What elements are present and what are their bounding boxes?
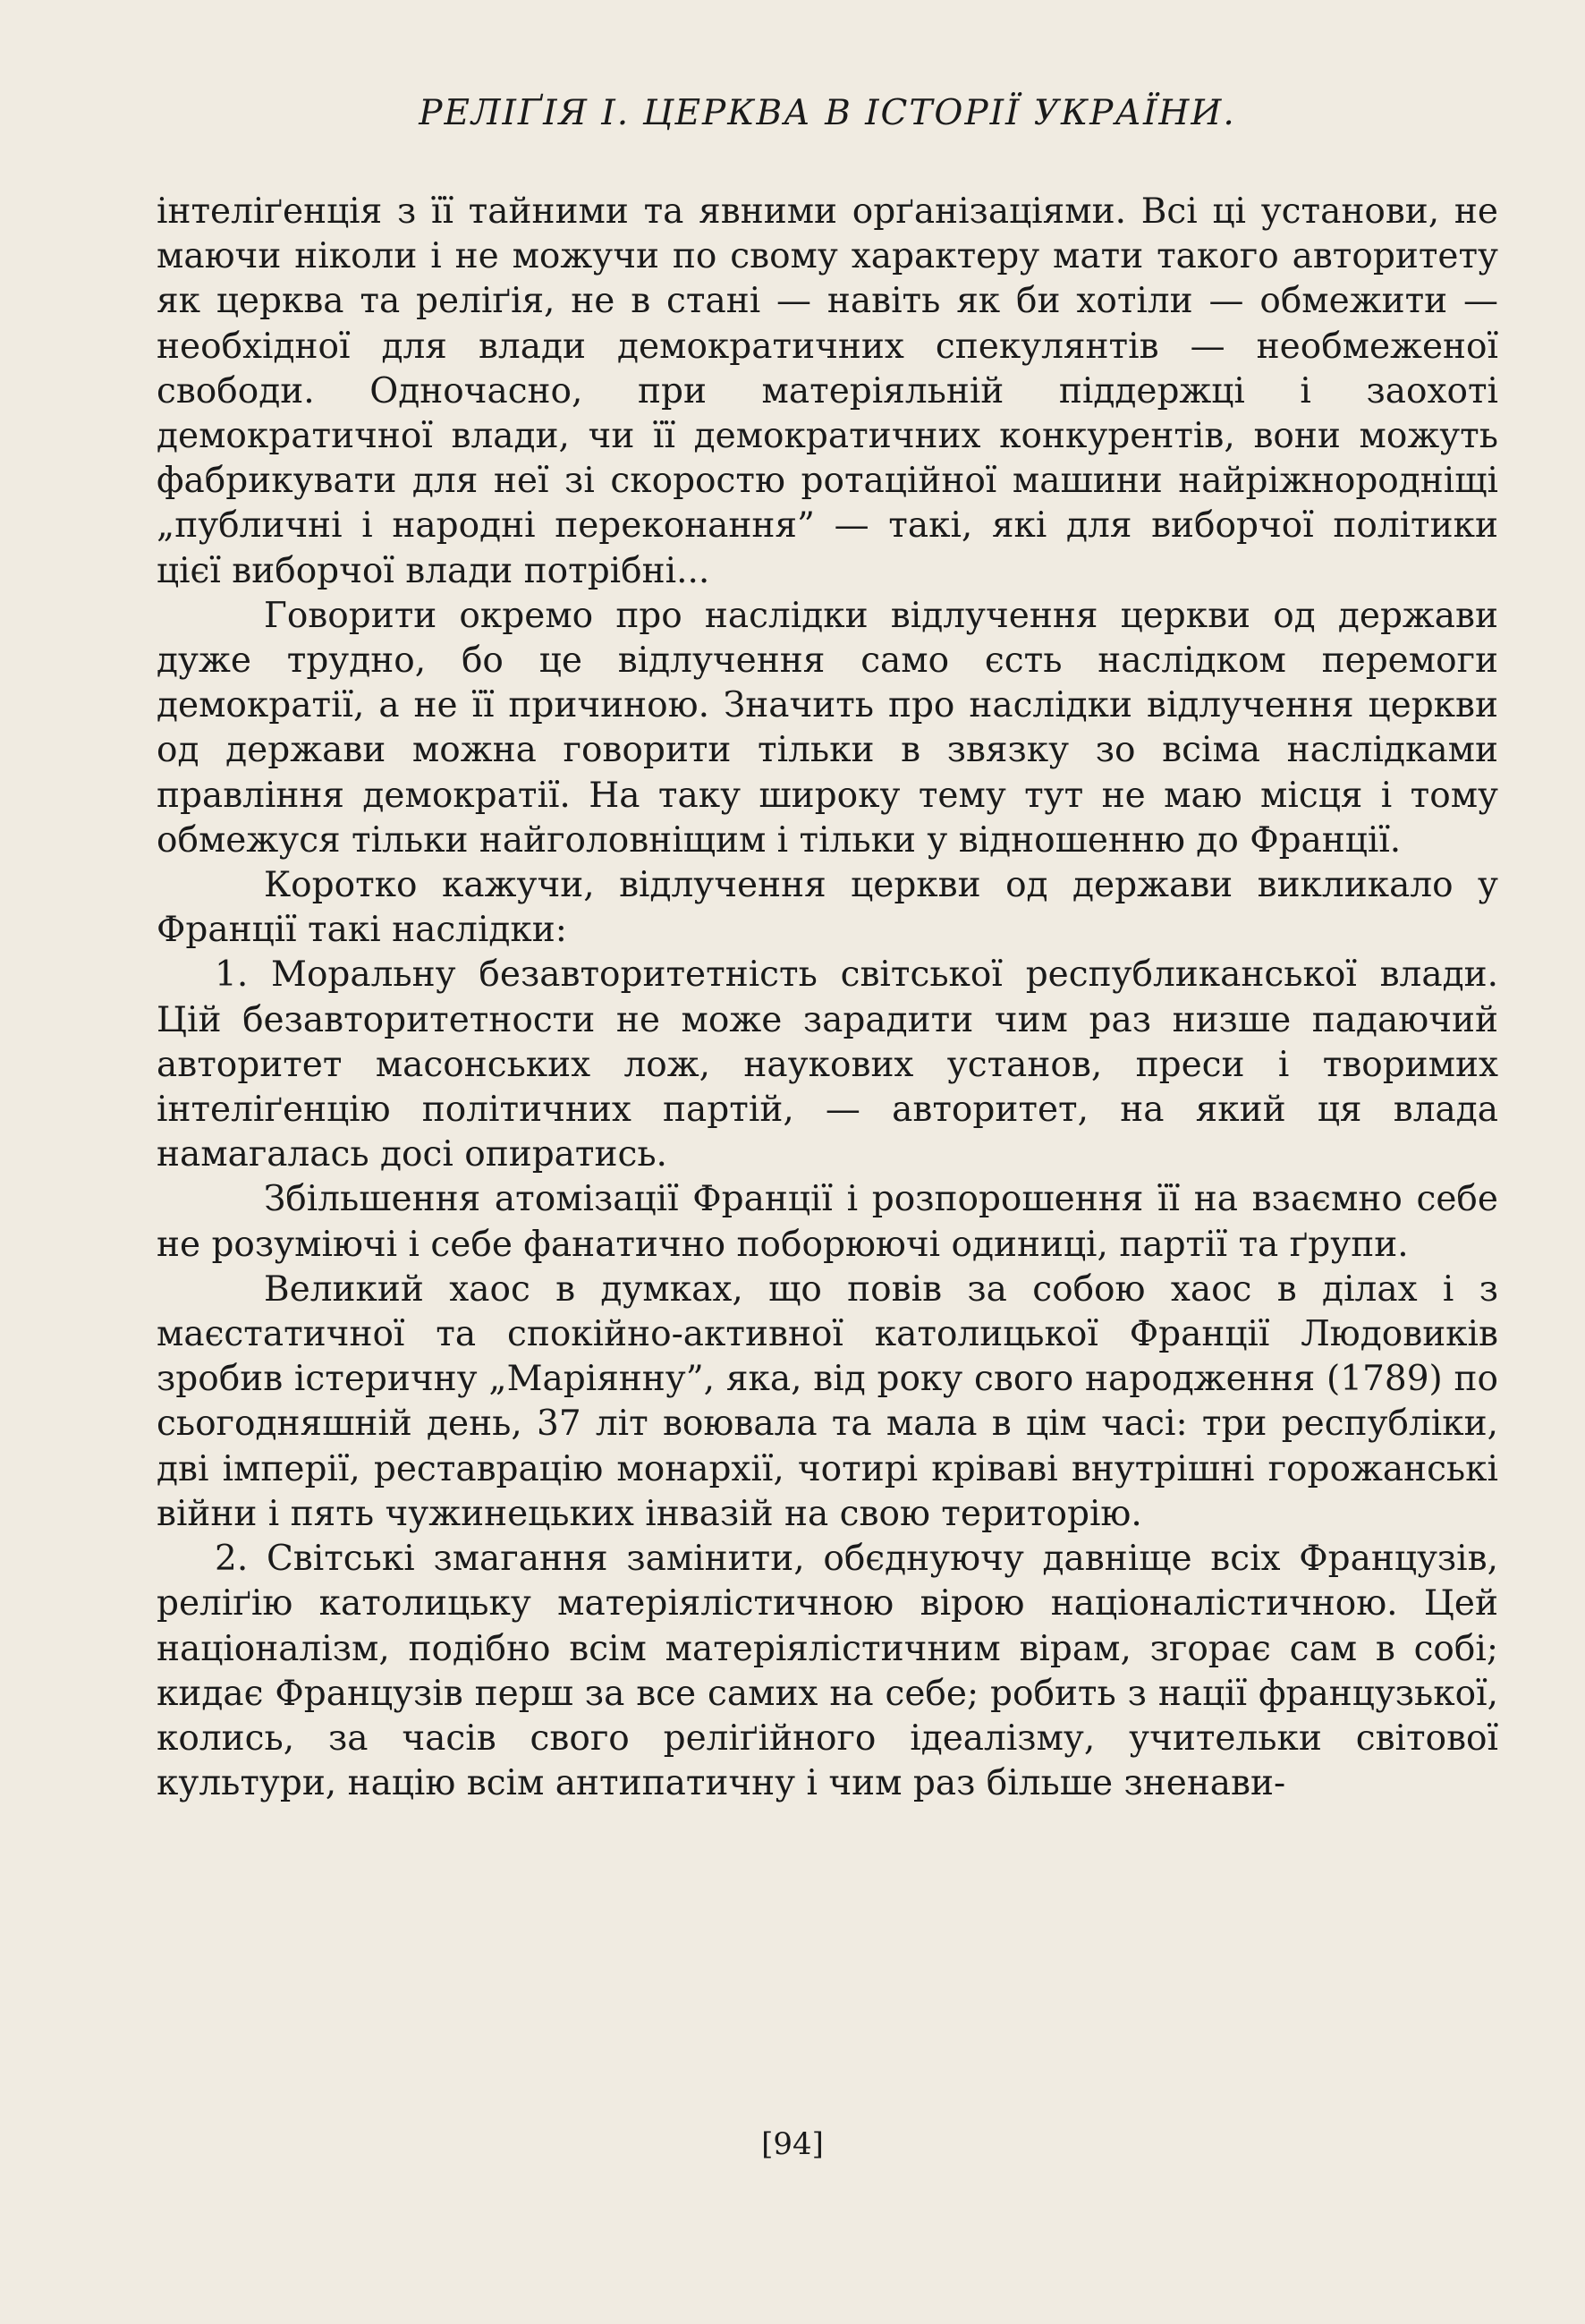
paragraph-3: Коротко кажучи, відлучення церкви од держави викликало у Франції такі наслідки: (157, 865, 1498, 951)
paragraph-7: 2. Світські змагання замінити, обєднуючу давніще всіх Французів, реліґію католицьку матеріялістичною вірою націоналістичною. Цей націоналізм, подібно всім матеріялістичним вірам, згорає сам в собі; кидає Французів перш за все самих на себе; робить з нації французької, колись, за часів свого реліґійного ідеалізму, учительки світової культури, націю всім антипатичну і чим раз більше зненави- (157, 1539, 1498, 1804)
running-head: РЕЛІҐІЯ І. ЦЕРКВА В ІСТОРІЇ УКРАЇНИ. (419, 93, 1236, 133)
page-number: [94] (761, 2126, 824, 2162)
body-text (157, 190, 1498, 1806)
paragraph-4: 1. Моральну безавторитетність світської республиканської влади. Цій безавторитетности не може зарадити чим раз низше падаючий авторитет масонських лож, наукових установ, преси і творимих інтеліґенцію політичних партій, — авторитет, на який ця влада намагалась досі опиратись. (157, 954, 1498, 1175)
paragraph-6: Великий хаос в думках, що повів за собою хаос в ділах і з маєстатичної та спокійно-активної католицької Франції Людовиків зробив істеричну „Маріянну”, яка, від року свого народження (1789) по сьогодняшній день, 37 літ воювала та мала в цім часі: три республіки, дві імперії, реставрацію монархії, чотирі кріваві внутрішні горожанські війни і пять чужинецьких інвазій на свою територію. (157, 1268, 1498, 1534)
paragraph-1: інтеліґенція з її тайними та явними орґанізаціями. Всі ці установи, не маючи ніколи і не можучи по свому характеру мати такого авторитету як церква та реліґія, не в стані — навіть як би хотіли — обмежити — необхідної для влади демократичних спекулянтів — необмеженої свободи. Одночасно, при матеріяльній піддержці і заохоті демократичної влади, чи її демократичних конкурентів, вони можуть фабрикувати для неї зі скоростю ротаційної машини найріжнородніщі „публичні і народні переконання” — такі, які для виборчої політики цієї виборчої влади потрібні... (157, 191, 1498, 591)
paragraph-5: Збільшення атомізації Франції і розпорошення її на взаємно себе не розуміючі і себе фанатично поборюючі одиниці, партії та ґрупи. (157, 1179, 1498, 1265)
paragraph-2: Говорити окремо про наслідки відлучення церкви од держави дуже трудно, бо це відлучення само єсть наслідком перемоги демократії, а не її причиною. Значить про наслідки відлучення церкви од держави можна говорити тільки в звязку зо всіма наслідками правління демократії. На таку широку тему тут не маю місця і тому обмежуся тільки найголовніщим і тільки у відношенню до Франції. (157, 595, 1498, 861)
